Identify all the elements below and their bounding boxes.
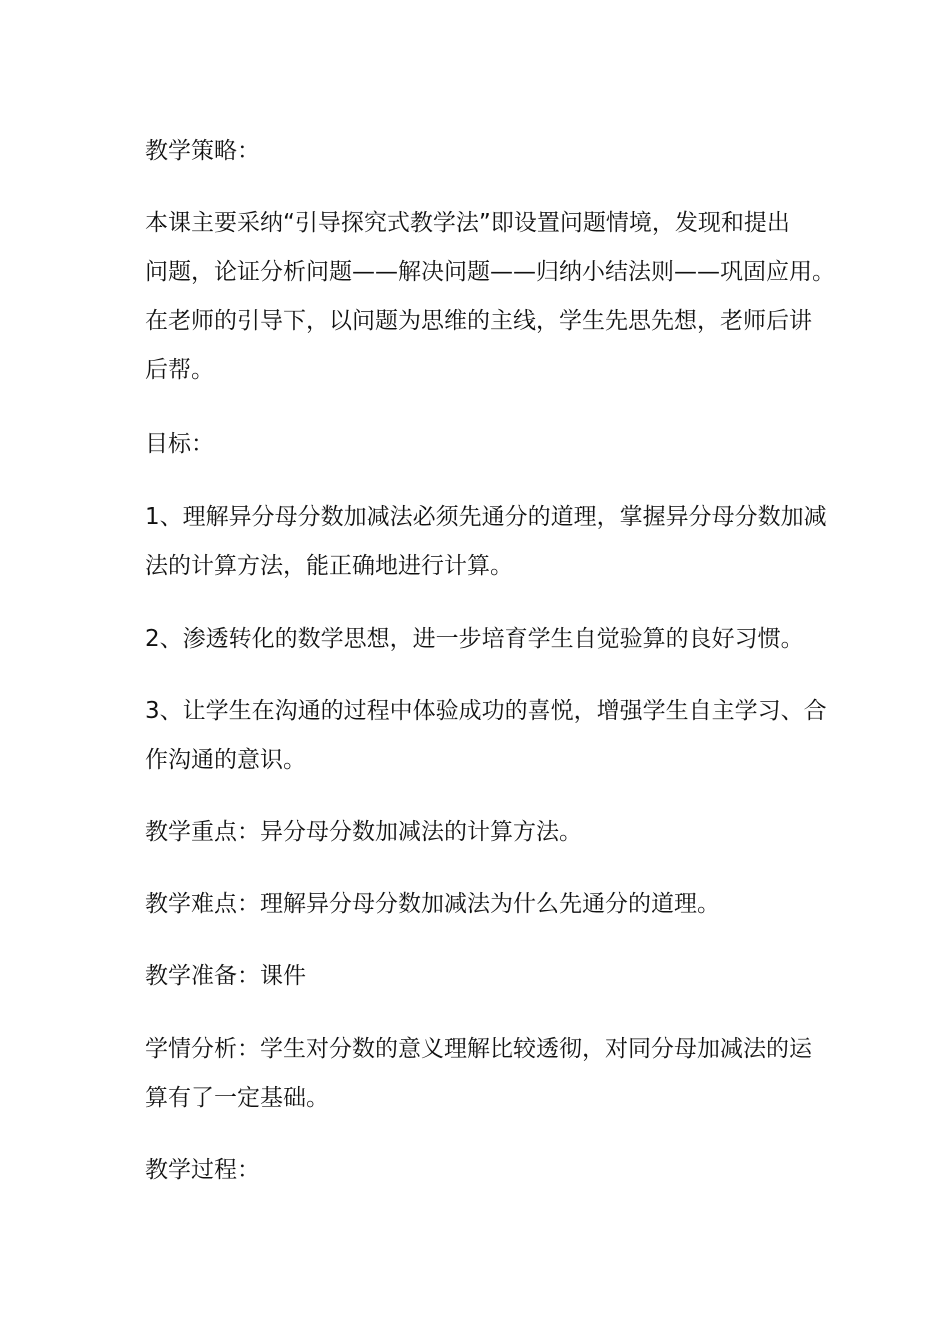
goal-3 (145, 687, 835, 785)
goals-heading: 目标： (145, 431, 214, 457)
goal-1-line-1: 1、理解异分母分数加减法必须先通分的道理，掌握异分母分数加减 (145, 504, 827, 530)
key-point: 教学重点：异分母分数加减法的计算方法。 (145, 819, 582, 845)
goal-2: 2、渗透转化的数学思想，进一步培育学生自觉验算的良好习惯。 (145, 626, 804, 652)
strategy-line-4: 后帮。 (145, 357, 214, 383)
process-heading: 教学过程： (145, 1157, 260, 1183)
goal-1-line-2: 法的计算方法，能正确地进行计算。 (145, 553, 513, 579)
goal-3-line-2: 作沟通的意识。 (145, 747, 306, 773)
analysis-line-1: 学情分析：学生对分数的意义理解比较透彻，对同分母加减法的运 (145, 1036, 812, 1062)
strategy-line-2: 问题，论证分析问题——解决问题——归纳小结法则——巩固应用。 (145, 259, 835, 285)
goal-3-line-1: 3、让学生在沟通的过程中体验成功的喜悦，增强学生自主学习、合 (145, 698, 827, 724)
goal-1 (145, 493, 835, 591)
strategy-paragraph (145, 199, 835, 395)
difficulty: 教学难点：理解异分母分数加减法为什么先通分的道理。 (145, 891, 720, 917)
analysis-line-2: 算有了一定基础。 (145, 1085, 329, 1111)
student-analysis (145, 1025, 835, 1123)
strategy-line-3: 在老师的引导下，以问题为思维的主线，学生先思先想，老师后讲 (145, 308, 812, 334)
strategy-line-1: 本课主要采纳“引导探究式教学法”即设置问题情境，发现和提出 (145, 210, 790, 236)
preparation: 教学准备：课件 (145, 963, 306, 989)
strategy-heading: 教学策略： (145, 138, 260, 164)
